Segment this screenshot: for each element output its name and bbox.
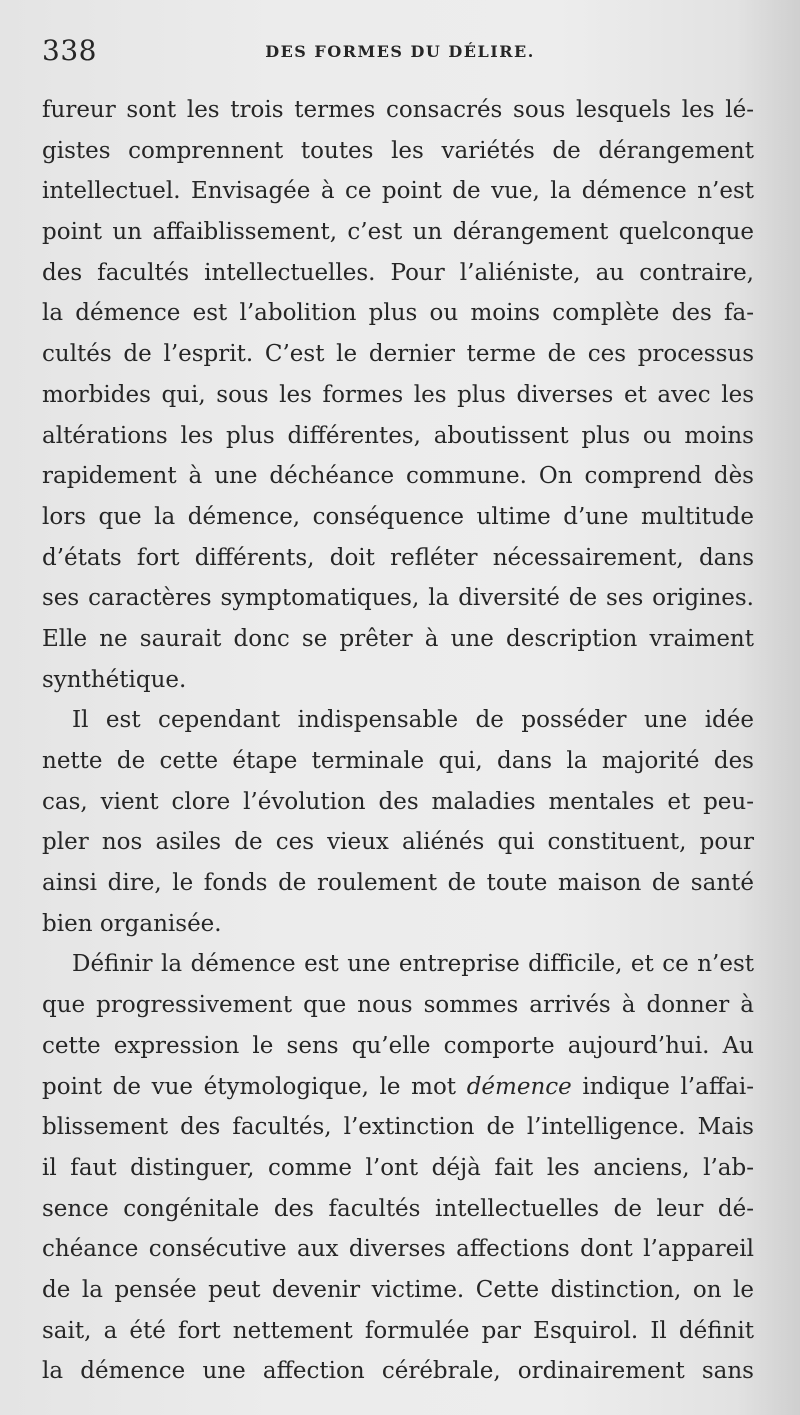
text-line: pler nos asiles de ces vieux aliénés qui constituent, pour bbox=[42, 829, 754, 856]
text-line: ainsi dire, le fonds de roulement de toute maison de santé bbox=[42, 870, 754, 897]
text-line: lors que la démence, conséquence ultime d’une multitude bbox=[42, 503, 754, 530]
paragraph bbox=[42, 944, 754, 1392]
body-text bbox=[42, 90, 754, 1392]
paragraph bbox=[42, 90, 754, 700]
text-line: Elle ne saurait donc se prêter à une description vraiment bbox=[42, 625, 754, 652]
text-line: de la pensée peut devenir victime. Cette distinction, on le bbox=[42, 1276, 754, 1303]
text-line: des facultés intellectuelles. Pour l’aliéniste, au contraire, bbox=[42, 259, 754, 286]
text-line: cas, vient clore l’évolution des maladies mentales et peu- bbox=[42, 788, 754, 815]
paragraph bbox=[42, 700, 754, 944]
text-line: Il est cependant indispensable de posséder une idée bbox=[72, 707, 754, 734]
text-line: cette expression le sens qu’elle comporte aujourd’hui. Au bbox=[42, 1032, 754, 1059]
text-line: fureur sont les trois termes consacrés sous lesquels les lé- bbox=[42, 97, 754, 123]
text-line: ses caractères symptomatiques, la diversité de ses origines. bbox=[42, 585, 754, 612]
text-line: intellectuel. Envisagée à ce point de vue, la démence n’est bbox=[42, 178, 754, 205]
text-line: sait, a été fort nettement formulée par Esquirol. Il définit bbox=[42, 1317, 754, 1344]
page-number: 338 bbox=[42, 34, 97, 67]
italic-term: démence bbox=[466, 1073, 572, 1100]
text-line: chéance consécutive aux diverses affections dont l’appareil bbox=[42, 1236, 754, 1263]
text-line: point un affaiblissement, c’est un dérangement quelconque bbox=[42, 219, 754, 246]
text-line: il faut distinguer, comme l’ont déjà fait les anciens, l’ab- bbox=[42, 1154, 754, 1181]
page-header bbox=[42, 34, 758, 74]
running-head: DES FORMES DU DÉLIRE. bbox=[265, 42, 535, 61]
text-line: synthétique. bbox=[42, 666, 187, 693]
text-line: gistes comprennent toutes les variétés de dérangement bbox=[42, 137, 754, 164]
text-line: morbides qui, sous les formes les plus diverses et avec les bbox=[42, 381, 754, 408]
text-line: d’états fort différents, doit refléter nécessairement, dans bbox=[42, 544, 754, 571]
text-line: la démence est l’abolition plus ou moins complète des fa- bbox=[42, 300, 754, 327]
text-line: nette de cette étape terminale qui, dans la majorité des bbox=[42, 748, 754, 774]
text-line: Définir la démence est une entreprise difficile, et ce n’est bbox=[72, 951, 754, 978]
text-line: cultés de l’esprit. C’est le dernier terme de ces processus bbox=[42, 341, 754, 368]
text-line: altérations les plus différentes, aboutissent plus ou moins bbox=[42, 422, 754, 449]
text-line: point de vue étymologique, le mot démence indique l’affai- bbox=[42, 1073, 755, 1100]
text-line: rapidement à une déchéance commune. On comprend dès bbox=[42, 463, 754, 490]
text-line: sence congénitale des facultés intellectuelles de leur dé- bbox=[42, 1195, 754, 1222]
text-line: blissement des facultés, l’extinction de l’intelligence. Mais bbox=[42, 1114, 754, 1141]
text-line: la démence une affection cérébrale, ordinairement sans bbox=[42, 1358, 754, 1385]
text-line: que progressivement que nous sommes arrivés à donner à bbox=[42, 992, 754, 1019]
text-line: bien organisée. bbox=[42, 910, 222, 937]
